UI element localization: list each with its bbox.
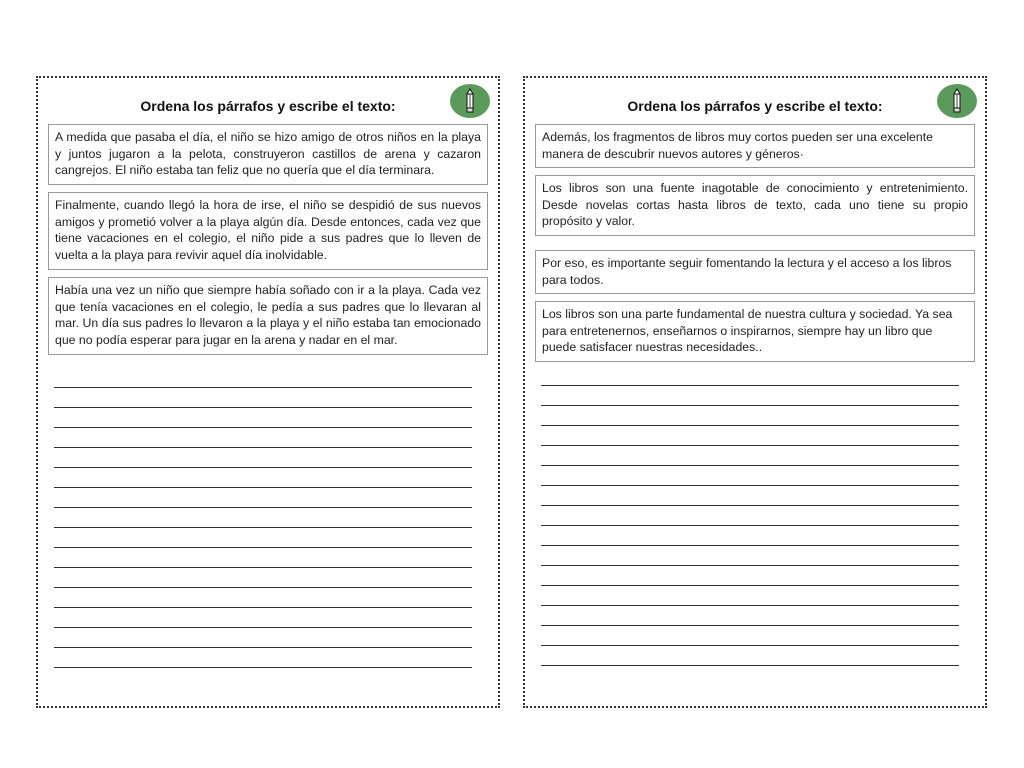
writing-line — [541, 525, 959, 526]
writing-line — [541, 385, 959, 386]
writing-line — [54, 447, 472, 448]
paragraph-box: A medida que pasaba el día, el niño se hizo amigo de otros niños en la playa y juntos jugaron a la pelota, construyeron castillos de arena y cazaron cangrejos. El niño estaba tan feliz que no quería que el día terminara. — [48, 124, 488, 185]
writing-line — [54, 387, 472, 388]
pencil-icon — [937, 84, 977, 118]
paragraph-box: Además, los fragmentos de libros muy cortos pueden ser una excelente manera de descubrir nuevos autores y géneros· — [535, 124, 975, 168]
writing-line — [541, 565, 959, 566]
writing-line — [541, 465, 959, 466]
worksheet-left — [36, 76, 500, 708]
writing-line — [541, 665, 959, 666]
writing-line — [541, 545, 959, 546]
writing-line — [54, 427, 472, 428]
writing-line — [541, 425, 959, 426]
writing-line — [54, 487, 472, 488]
paragraph-box: Los libros son una parte fundamental de nuestra cultura y sociedad. Ya sea para entretenernos, enseñarnos o inspirarnos, siempre hay un libro que puede satisfacer nuestras necesidades.. — [535, 301, 975, 362]
writing-line — [54, 607, 472, 608]
writing-line — [54, 567, 472, 568]
writing-line — [541, 625, 959, 626]
writing-line — [54, 647, 472, 648]
writing-line — [54, 667, 472, 668]
writing-line — [54, 527, 472, 528]
writing-line — [541, 445, 959, 446]
paragraph-box: Los libros son una fuente inagotable de conocimiento y entretenimiento. Desde novelas cortas hasta libros de texto, cada uno tiene su propio propósito y valor. — [535, 175, 975, 236]
writing-line — [54, 507, 472, 508]
writing-line — [54, 587, 472, 588]
writing-line — [54, 627, 472, 628]
paragraph-box: Había una vez un niño que siempre había soñado con ir a la playa. Cada vez que tenía vacaciones en el colegio, le pedía a sus padres que lo llevaran al mar. Un día sus padres lo llevaron a la playa y el niño estaba tan emocionado que no podía esperar para jugar en la arena y nadar en el mar. — [48, 277, 488, 355]
writing-line — [541, 645, 959, 646]
writing-line — [541, 585, 959, 586]
worksheet-title: Ordena los párrafos y escribe el texto: — [627, 98, 883, 114]
paragraph-box: Por eso, es importante seguir fomentando la lectura y el acceso a los libros para todos. — [535, 250, 975, 294]
worksheet-title: Ordena los párrafos y escribe el texto: — [140, 98, 396, 114]
writing-line — [54, 407, 472, 408]
writing-line — [54, 467, 472, 468]
pencil-icon — [450, 84, 490, 118]
writing-line — [541, 505, 959, 506]
writing-line — [541, 405, 959, 406]
paragraph-box: Finalmente, cuando llegó la hora de irse, el niño se despidió de sus nuevos amigos y prometió volver a la playa algún día. Desde entonces, cada vez que tiene vacaciones en el colegio, el niño pide a sus padres que lo lleven de vuelta a la playa para revivir aquel día inolvidable. — [48, 192, 488, 270]
writing-line — [541, 605, 959, 606]
writing-line — [54, 547, 472, 548]
writing-line — [541, 485, 959, 486]
worksheet-right — [523, 76, 987, 708]
